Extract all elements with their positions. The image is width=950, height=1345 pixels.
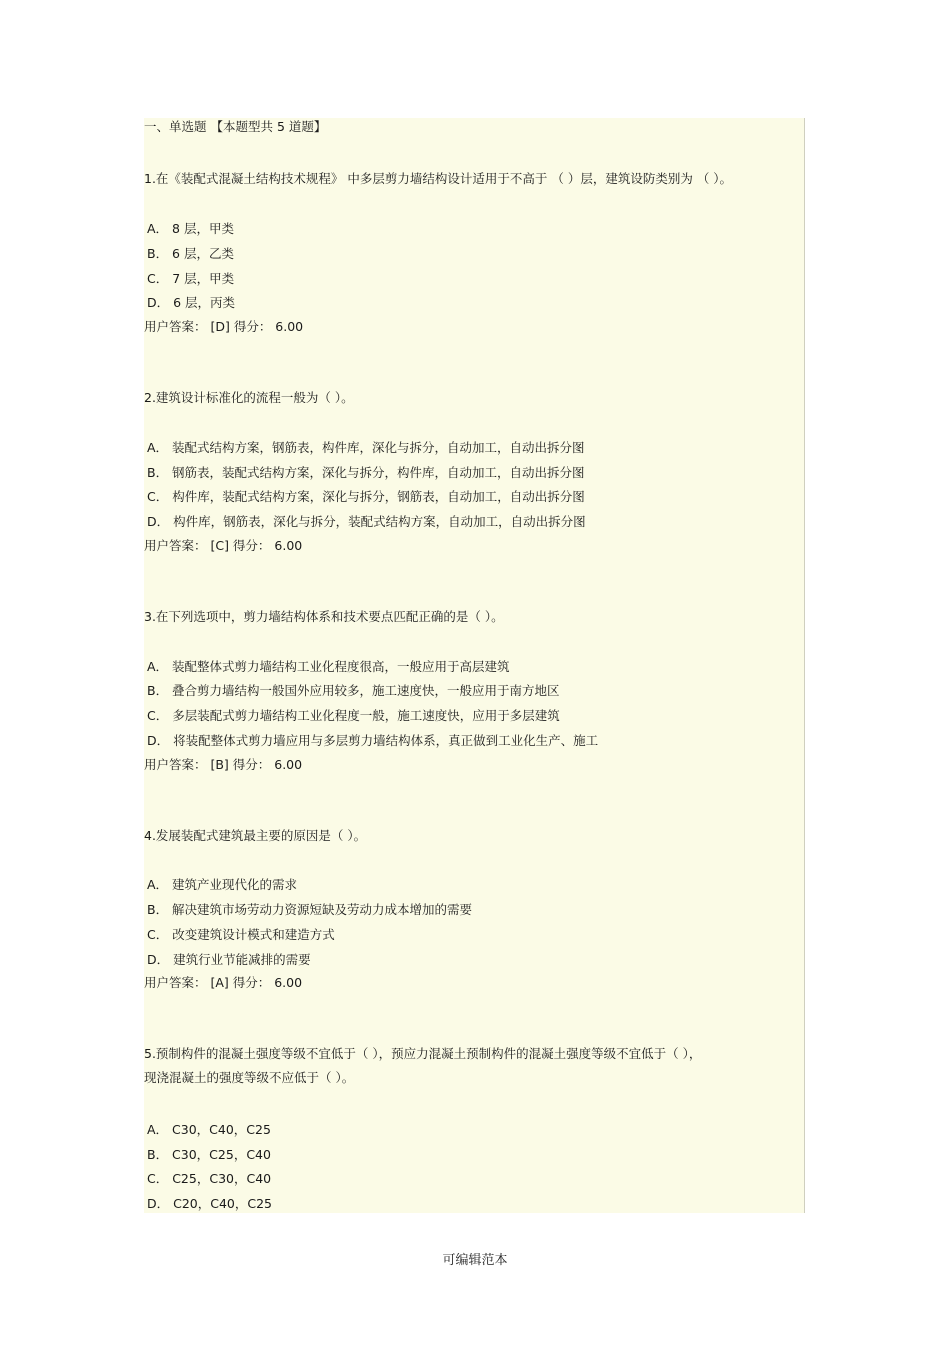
question-2-stem: 2.建筑设计标准化的流程一般为（ ）。 xyxy=(144,390,354,405)
question-3-option-c: C． 多层装配式剪力墙结构工业化程度一般，施工速度快，应用于多层建筑 xyxy=(147,708,560,723)
question-5-stem-line2: 现浇混凝土的强度等级不应低于（ ）。 xyxy=(144,1070,355,1085)
question-2-option-a: A． 装配式结构方案，钢筋表，构件库，深化与拆分，自动加工，自动出拆分图 xyxy=(147,440,585,455)
question-1-answer: 用户答案： [D] 得分： 6.00 xyxy=(144,319,304,334)
question-4-option-a: A． 建筑产业现代化的需求 xyxy=(147,877,298,892)
question-1-option-a: A． 8 层，甲类 xyxy=(147,221,234,236)
question-3-option-d: D． 将装配整体式剪力墙应用与多层剪力墙结构体系，真正做到工业化生产、施工 xyxy=(147,733,599,748)
question-1-stem: 1.在《装配式混凝土结构技术规程》 中多层剪力墙结构设计适用于不高于 （ ）层，建筑设防类别为 （ ）。 xyxy=(144,171,733,186)
question-5-option-a: A． C30，C40，C25 xyxy=(147,1122,271,1137)
question-4-stem: 4.发展装配式建筑最主要的原因是（ ）。 xyxy=(144,828,367,843)
page-footer: 可编辑范本 xyxy=(442,1253,508,1268)
question-3-option-a: A． 装配整体式剪力墙结构工业化程度很高，一般应用于高层建筑 xyxy=(147,659,510,674)
section-header: 一、单选题 【本题型共 5 道题】 xyxy=(144,119,327,134)
question-3-option-b: B． 叠合剪力墙结构一般国外应用较多，施工速度快，一般应用于南方地区 xyxy=(147,683,560,698)
question-4-option-d: D． 建筑行业节能减排的需要 xyxy=(147,952,311,967)
question-2-answer: 用户答案： [C] 得分： 6.00 xyxy=(144,538,303,553)
question-5-option-b: B． C30，C25，C40 xyxy=(147,1147,271,1162)
question-3-stem: 3.在下列选项中，剪力墙结构体系和技术要点匹配正确的是（ ）。 xyxy=(144,609,504,624)
question-1-option-d: D． 6 层，丙类 xyxy=(147,295,236,310)
question-5-stem: 5.预制构件的混凝土强度等级不宜低于（ ），预应力混凝土预制构件的混凝土强度等级不宜低于（ ）， xyxy=(144,1046,702,1061)
question-4-answer: 用户答案： [A] 得分： 6.00 xyxy=(144,975,303,990)
question-5-option-d: D． C20，C40，C25 xyxy=(147,1196,273,1211)
question-5-option-c: C． C25，C30，C40 xyxy=(147,1171,272,1186)
question-1-option-c: C． 7 层，甲类 xyxy=(147,271,235,286)
question-1-option-b: B． 6 层，乙类 xyxy=(147,246,234,261)
question-4-option-c: C． 改变建筑设计模式和建造方式 xyxy=(147,927,335,942)
question-2-option-c: C． 构件库，装配式结构方案，深化与拆分，钢筋表，自动加工，自动出拆分图 xyxy=(147,489,585,504)
question-2-option-d: D． 构件库，钢筋表，深化与拆分，装配式结构方案，自动加工，自动出拆分图 xyxy=(147,514,586,529)
question-4-option-b: B． 解决建筑市场劳动力资源短缺及劳动力成本增加的需要 xyxy=(147,902,473,917)
question-2-option-b: B． 钢筋表，装配式结构方案，深化与拆分，构件库，自动加工，自动出拆分图 xyxy=(147,465,585,480)
question-3-answer: 用户答案： [B] 得分： 6.00 xyxy=(144,757,303,772)
